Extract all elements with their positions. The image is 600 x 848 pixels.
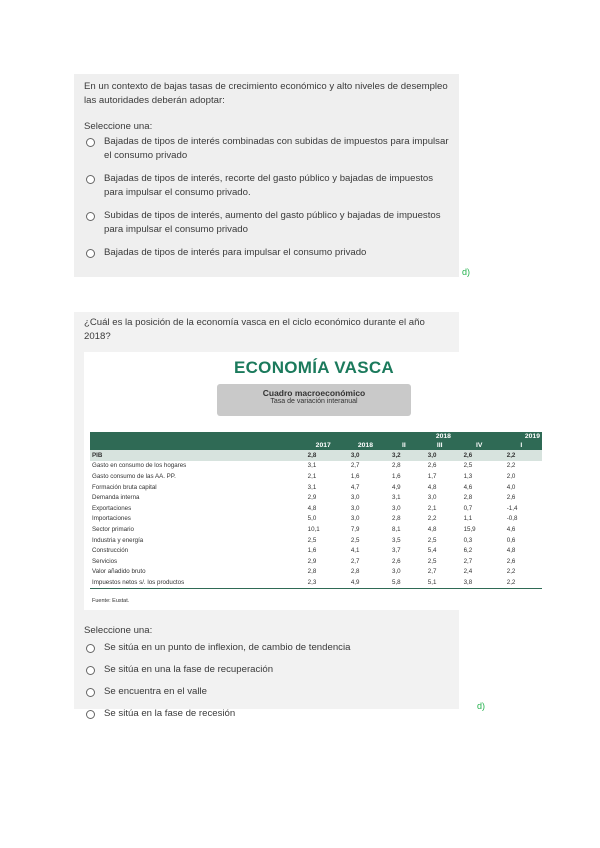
table-cell: 2,9 <box>307 557 317 565</box>
table-cell: 3,0 <box>422 450 458 461</box>
question-2-option-b[interactable] <box>84 663 449 677</box>
table-cell: 3,7 <box>392 547 401 555</box>
table-cell: -0,8 <box>506 515 518 523</box>
table-cell: 2,5 <box>307 536 317 544</box>
table-header-blank <box>90 441 302 450</box>
table-row-label: Gasto consumo de las AA. PP. <box>92 472 176 480</box>
question-2-prompt: Seleccione una: <box>84 625 153 636</box>
radio-icon[interactable] <box>86 212 95 221</box>
table-cell: 2,8 <box>302 450 345 461</box>
table-cell: 3,0 <box>392 568 401 576</box>
table-cell: 2,7 <box>350 557 360 565</box>
table-cell: 2,8 <box>392 462 401 470</box>
table-row <box>90 482 542 493</box>
radio-icon[interactable] <box>86 138 95 147</box>
table-cell: 4,8 <box>427 483 437 491</box>
question-1-options <box>74 135 459 260</box>
figure-title: ECONOMÍA VASCA <box>233 358 395 377</box>
table-cell: 5,4 <box>427 547 437 555</box>
table-cell: 2,6 <box>506 557 516 565</box>
table-cell: 2,1 <box>307 472 317 480</box>
table-cell: 4,8 <box>307 504 317 512</box>
table-cell: 2,6 <box>392 557 401 565</box>
table-cell: 2,7 <box>463 557 473 565</box>
table-cell: 3,8 <box>458 577 501 588</box>
table-cell: 2,6 <box>427 462 437 470</box>
table-row-label: Industria y energía <box>92 536 144 544</box>
table-cell: 3,0 <box>392 504 401 512</box>
table-cell: 5,1 <box>422 577 458 588</box>
macro-table-body <box>90 450 542 588</box>
table-header-cell: I <box>501 441 542 450</box>
radio-icon[interactable] <box>86 688 95 697</box>
question-2-answer: d) <box>477 701 486 711</box>
table-cell: 4,7 <box>350 483 360 491</box>
question-1-option-b[interactable] <box>84 172 449 200</box>
table-cell: 2,6 <box>506 494 516 502</box>
radio-icon[interactable] <box>86 644 95 653</box>
question-1-prompt: Seleccione una: <box>84 121 153 132</box>
macro-table-figure <box>84 352 544 610</box>
table-row <box>90 503 542 514</box>
table-row-pib <box>90 450 542 461</box>
table-cell: 4,8 <box>506 547 516 555</box>
table-row <box>90 492 542 503</box>
table-cell: 2,2 <box>501 577 542 588</box>
table-cell: 1,6 <box>392 472 401 480</box>
table-row <box>90 535 542 546</box>
table-cell: 2,2 <box>506 462 516 470</box>
table-cell: 1,1 <box>463 515 473 523</box>
table-cell: 2,9 <box>307 494 317 502</box>
table-cell: 1,7 <box>427 472 437 480</box>
option-label: Bajadas de tipos de interés, recorte del gasto público y bajadas de impuestos para impulsar el consumo privado. <box>104 173 434 198</box>
table-cell: 0,3 <box>463 536 473 544</box>
table-row-label: Exportaciones <box>92 504 132 512</box>
table-cell: 2,8 <box>392 515 401 523</box>
table-cell: 3,0 <box>350 515 360 523</box>
question-2-option-d[interactable] <box>84 707 449 721</box>
table-cell: 2,4 <box>463 568 473 576</box>
table-cell: 0,7 <box>463 504 473 512</box>
table-cell: 2,5 <box>463 462 473 470</box>
option-label: Se sitúa en una la fase de recuperación <box>104 664 274 675</box>
table-cell: 6,2 <box>463 547 473 555</box>
question-2-options <box>74 641 459 721</box>
question-2-option-a[interactable] <box>84 641 449 655</box>
radio-icon[interactable] <box>86 175 95 184</box>
table-cell: 3,1 <box>392 494 401 502</box>
figure-subtitle-2: Tasa de variación interanual <box>270 398 358 405</box>
table-header-cell: II <box>386 441 422 450</box>
option-label: Bajadas de tipos de interés para impulsar el consumo privado <box>104 247 367 258</box>
table-cell: 2,7 <box>350 462 360 470</box>
radio-icon[interactable] <box>86 249 95 258</box>
table-cell: 3,0 <box>427 494 437 502</box>
table-cell: 2,3 <box>302 577 345 588</box>
figure-subtitle: Cuadro macroeconómico <box>262 388 366 398</box>
question-1-card <box>74 74 459 277</box>
table-cell: -1,4 <box>506 504 518 512</box>
question-2-card <box>74 312 540 719</box>
table-header-cell: 2018 <box>345 441 386 450</box>
table-cell: 15,9 <box>463 525 476 533</box>
option-label: Se encuentra en el valle <box>104 686 207 697</box>
table-row-label: Sector primario <box>92 525 134 533</box>
table-cell: 3,0 <box>350 504 360 512</box>
table-cell: 4,9 <box>392 483 401 491</box>
table-cell: 4,1 <box>350 547 360 555</box>
table-row-label: Impuestos netos s/. los productos <box>90 577 302 588</box>
option-label: Subidas de tipos de interés, aumento del gasto público y bajadas de impuestos para impulsar el consumo privado <box>104 210 441 235</box>
table-cell: 2,1 <box>427 504 437 512</box>
option-label: Bajadas de tipos de interés combinadas con subidas de impuestos para impulsar el consumo privado <box>104 136 449 161</box>
table-row <box>90 556 542 567</box>
table-row <box>90 545 542 556</box>
table-cell: 10,1 <box>307 525 320 533</box>
table-cell: 2,2 <box>501 450 542 461</box>
figure-source: Fuente: Eustat. <box>92 598 130 604</box>
table-row <box>90 577 542 588</box>
table-row <box>90 471 542 482</box>
option-label: Se sitúa en la fase de recesión <box>104 708 236 719</box>
table-cell: 3,5 <box>392 536 401 544</box>
table-cell: 3,2 <box>386 450 422 461</box>
table-cell: 4,8 <box>427 525 437 533</box>
table-cell: 2,5 <box>350 536 360 544</box>
table-cell: 1,6 <box>307 547 317 555</box>
table-cell: 4,0 <box>506 483 516 491</box>
table-cell: 3,0 <box>345 450 386 461</box>
question-1-option-a[interactable] <box>84 135 449 163</box>
table-header-group: 2018 <box>386 432 501 441</box>
table-header-cell: 2017 <box>302 441 345 450</box>
question-2-option-c[interactable] <box>84 685 449 699</box>
radio-icon[interactable] <box>86 710 95 719</box>
table-cell: 3,1 <box>307 462 317 470</box>
table-header-row <box>90 441 542 450</box>
table-cell: 2,8 <box>307 568 317 576</box>
table-cell: 2,2 <box>427 515 437 523</box>
table-row <box>90 567 542 578</box>
question-1-option-d[interactable] <box>84 246 449 260</box>
option-label: Se sitúa en un punto de inflexion, de cambio de tendencia <box>104 642 351 653</box>
table-cell: 2,6 <box>458 450 501 461</box>
table-row <box>90 461 542 472</box>
table-row-label: Demanda interna <box>92 494 140 502</box>
question-1-answer: d) <box>462 267 471 277</box>
table-row-label: Importaciones <box>92 515 131 523</box>
table-cell: 2,2 <box>506 568 516 576</box>
table-header-blank <box>302 432 345 441</box>
table-cell: 1,6 <box>350 472 360 480</box>
table-header-cell: III <box>422 441 458 450</box>
table-cell: 5,0 <box>307 515 317 523</box>
table-cell: 2,8 <box>350 568 360 576</box>
table-cell: 8,1 <box>392 525 401 533</box>
table-row-label: Formación bruta capital <box>92 483 157 491</box>
table-header-cell: IV <box>458 441 501 450</box>
table-cell: 2,8 <box>463 494 473 502</box>
table-cell: 1,3 <box>463 472 473 480</box>
figure-subtitle-box <box>217 384 411 416</box>
table-cell: 3,0 <box>350 494 360 502</box>
table-row-label: Valor añadido bruto <box>92 568 146 576</box>
table-header-group: 2019 <box>501 432 542 441</box>
table-header-group-row <box>90 432 542 441</box>
table-cell: 2,5 <box>427 557 437 565</box>
table-cell: 5,8 <box>386 577 422 588</box>
table-cell: 3,1 <box>307 483 317 491</box>
table-row-label: Servicios <box>92 557 118 565</box>
table-row <box>90 524 542 535</box>
table-row <box>90 514 542 525</box>
table-row-label: PIB <box>90 450 302 461</box>
question-2-text: ¿Cuál es la posición de la economía vasca en el ciclo económico durante el año 2018? <box>84 317 425 342</box>
table-cell: 4,6 <box>463 483 473 491</box>
question-1-option-c[interactable] <box>84 209 449 237</box>
table-cell: 4,6 <box>506 525 516 533</box>
table-cell: 2,0 <box>506 472 516 480</box>
question-1-text: En un contexto de bajas tasas de crecimiento económico y alto niveles de desempleo las autoridades deberán adoptar: <box>84 81 448 106</box>
table-cell: 0,6 <box>506 536 516 544</box>
table-header-blank <box>90 432 302 441</box>
table-header-blank <box>345 432 386 441</box>
radio-icon[interactable] <box>86 666 95 675</box>
table-row-label: Construcción <box>92 547 129 555</box>
table-cell: 7,9 <box>350 525 360 533</box>
table-cell: 2,7 <box>427 568 437 576</box>
table-cell: 4,9 <box>345 577 386 588</box>
table-row-label: Gasto en consumo de los hogares <box>92 462 187 470</box>
table-cell: 2,5 <box>427 536 437 544</box>
macro-table <box>90 432 542 589</box>
